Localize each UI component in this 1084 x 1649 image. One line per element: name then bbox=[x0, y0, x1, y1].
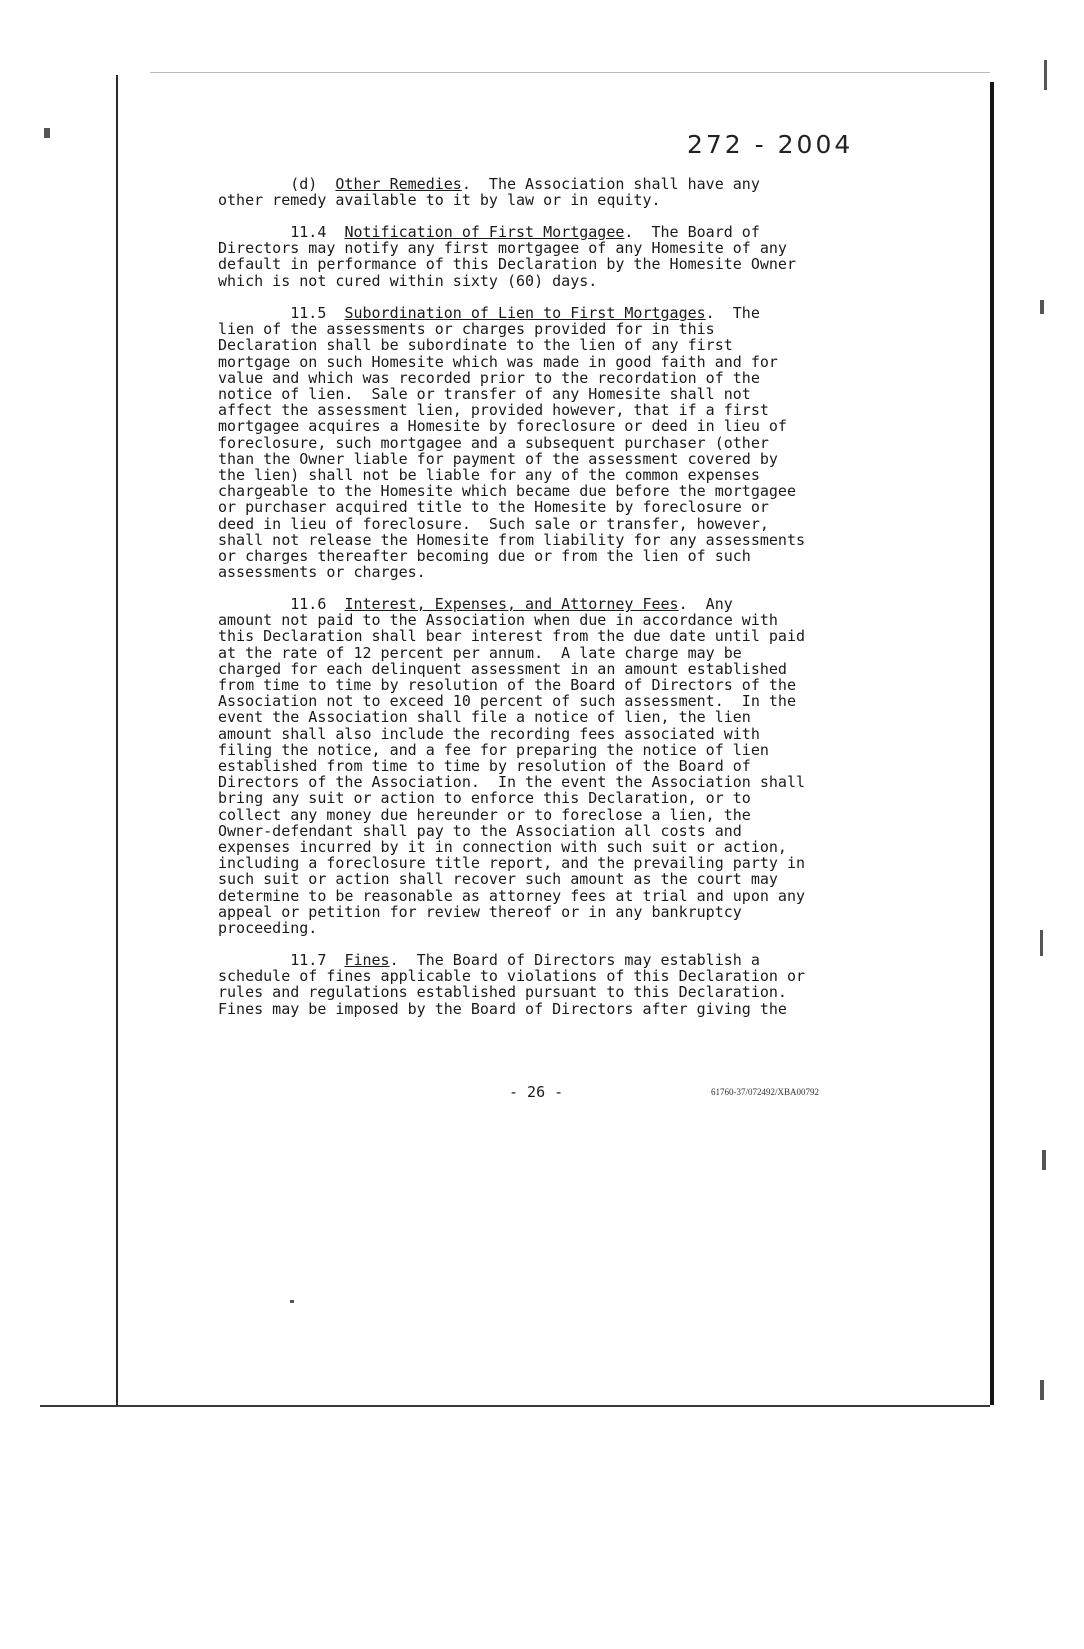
frame-left-line bbox=[116, 75, 118, 1405]
frame-top-line bbox=[150, 72, 990, 73]
section-11-4-suffix: . The Board of bbox=[624, 223, 760, 241]
page-number: - 26 - bbox=[509, 1083, 564, 1101]
scan-speck bbox=[1042, 1150, 1046, 1170]
section-d-suffix: . The Association shall have any bbox=[461, 175, 760, 193]
section-11-7-suffix: . The Board of Directors may establish a bbox=[389, 951, 760, 969]
scan-speck bbox=[1044, 60, 1047, 90]
section-11-6-suffix: . Any bbox=[678, 595, 733, 613]
section-11-6-prefix: 11.6 bbox=[218, 595, 345, 613]
scan-speck bbox=[290, 1300, 294, 1303]
section-11-6-title: Interest, Expenses, and Attorney Fees bbox=[344, 595, 679, 613]
section-11-5-prefix: 11.5 bbox=[218, 304, 345, 322]
section-11-7-title: Fines bbox=[344, 951, 390, 969]
section-d bbox=[218, 176, 858, 208]
section-11-6 bbox=[218, 596, 858, 936]
section-11-5 bbox=[218, 305, 858, 580]
frame-bottom-line bbox=[40, 1405, 990, 1407]
section-11-4-title: Notification of First Mortgagee bbox=[344, 223, 625, 241]
section-11-5-body: lien of the assessments or charges provided for in this Declaration shall be subordinate to the lien of any first mortgage on such Homesite which was made in good faith and for value and which was recorded prior to the recordation of the notice of lien. Sale or transfer of any Homesite shall not affect the assessment lien, provided however, that if a first mortgagee acquires a Homesite by foreclosure or deed in lieu of foreclosure, such mortgagee and a subsequent purchaser (other than the Owner liable for payment of the assessment covered by the lien) shall not be liable for any of the common expenses chargeable to the Homesite which became due before the mortgagee or purchaser acquired title to the Homesite by foreclosure or deed in lieu of foreclosure. Such sale or transfer, however, shall not release the Homesite from liability for any assessments or charges thereafter becoming due or from the lien of such assessments or charges. bbox=[218, 320, 805, 582]
section-11-4-body: Directors may notify any first mortgagee of any Homesite of any default in performance of this Declaration by the Homesite Owner which is not cured within sixty (60) days. bbox=[218, 239, 796, 290]
section-11-4 bbox=[218, 224, 858, 289]
scan-speck bbox=[1040, 930, 1043, 956]
scan-speck bbox=[1040, 300, 1044, 314]
section-11-5-title: Subordination of Lien to First Mortgages bbox=[344, 304, 706, 322]
section-11-6-body: amount not paid to the Association when due in accordance with this Declaration shall bear interest from the due date until paid at the rate of 12 percent per annum. A late charge may be charged for each delinquent assessment in an amount established from time to time by resolution of the Board of Directors of the Association not to exceed 10 percent of such assessment. In the event the Association shall file a notice of lien, the lien amount shall also include the recording fees associated with filing the notice, and a fee for preparing the notice of lien established from time to time by resolution of the Board of Directors of the Association. In the event the Association shall bring any suit or action to enforce this Declaration, or to collect any money due hereunder or to foreclose a lien, the Owner-defendant shall pay to the Association all costs and expenses incurred by it in connection with such suit or action, including a foreclosure title report, and the prevailing party in such suit or action shall recover such amount as the court may determine to be reasonable as attorney fees at trial and upon any appeal or petition for review thereof or in any bankruptcy proceeding. bbox=[218, 611, 805, 938]
section-11-5-suffix: . The bbox=[705, 304, 760, 322]
section-11-7-body: schedule of fines applicable to violations of this Declaration or rules and regulations established pursuant to this Declaration. Fines may be imposed by the Board of Directors after giving the bbox=[218, 967, 805, 1018]
section-d-body: other remedy available to it by law or in equity. bbox=[218, 191, 661, 210]
document-id: 61760-37/072492/XBA00792 bbox=[711, 1087, 819, 1097]
scan-speck bbox=[44, 128, 50, 138]
section-11-4-prefix: 11.4 bbox=[218, 223, 345, 241]
section-11-7 bbox=[218, 952, 858, 1017]
section-11-7-prefix: 11.7 bbox=[218, 951, 345, 969]
section-d-prefix: (d) bbox=[218, 175, 336, 193]
frame-right-line bbox=[990, 82, 994, 1405]
section-d-title: Other Remedies bbox=[335, 175, 462, 193]
recording-stamp: 272 - 2004 bbox=[687, 130, 854, 159]
scan-speck bbox=[1040, 1380, 1044, 1400]
